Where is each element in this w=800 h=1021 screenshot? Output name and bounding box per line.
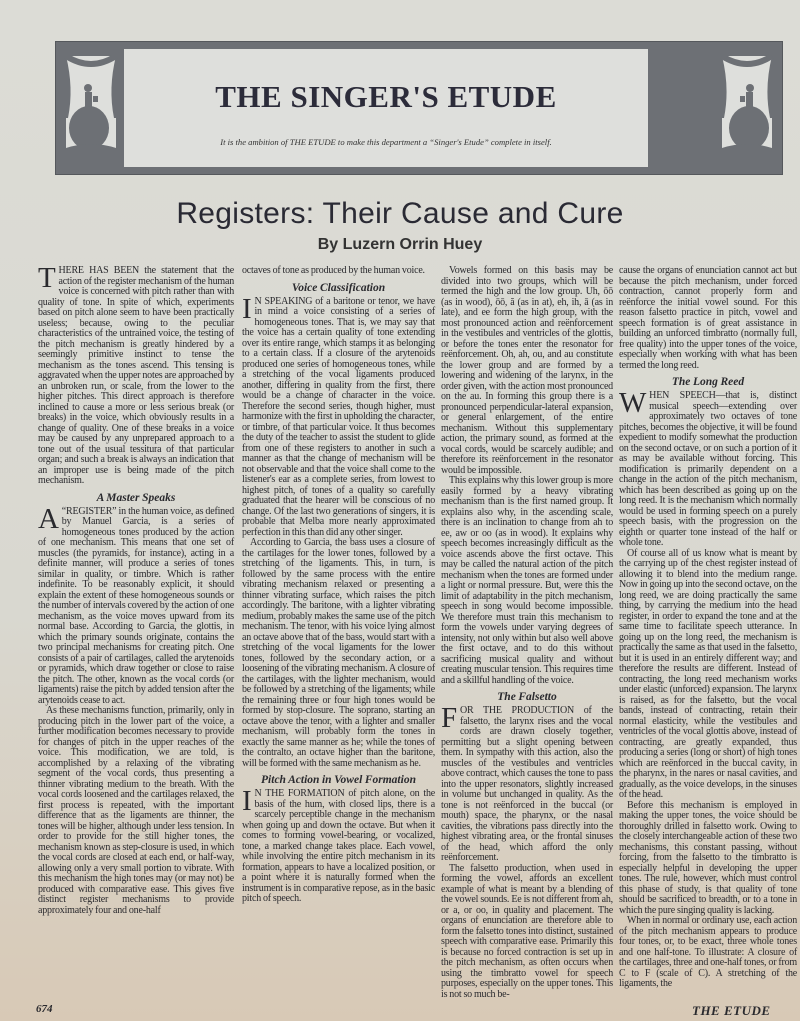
drop-cap: W bbox=[619, 387, 647, 419]
section-heading: Voice Classification bbox=[291, 281, 386, 294]
drop-cap: I bbox=[242, 785, 252, 817]
section-heading: A Master Speaks bbox=[96, 491, 176, 504]
department-title: THE SINGER'S ETUDE bbox=[215, 79, 557, 114]
article-column-3 bbox=[441, 266, 613, 1000]
paragraph bbox=[441, 476, 613, 686]
paragraph bbox=[242, 266, 435, 277]
section-heading: The Long Reed bbox=[671, 376, 745, 388]
drop-cap: T bbox=[38, 262, 56, 294]
drop-cap: F bbox=[441, 702, 457, 734]
paragraph bbox=[441, 266, 613, 476]
paragraph-text: HERE HAS BEEN the statement that the action of the register mechanism of the human voice is concerned with pitch rather than with quality of tone. In spite of which, experiments based on pitch alone seem to have been practically useless; because, owing to the peculiar characteristics of the untrained voice, the testing of the pitch mechanism is greatly hindered by a seemingly primitive instinct to tense the mechanism as the tones ascend. This tensing is aggravated when the upper notes are approached by an unbroken run, or scale, from the lower to the higher pitches. This direct approach is therefore inclined to cause a more or less serious break (or breaks) in the voice, which obviously results in a change of quality. One of these breaks in a voice may be caused by any unprepared approach to a tone out of the usual tessitura of that particular organ; and such a break is always an indication that an improper use is being made of the pitch mechanism. bbox=[38, 265, 234, 486]
paragraph-text: octaves of tone as produced by the human voice. bbox=[242, 265, 425, 276]
paragraph bbox=[38, 502, 234, 707]
section-heading: Pitch Action in Vowel Formation bbox=[261, 774, 416, 786]
paragraph-text: The falsetto production, when used in forming the vowel, affords an excellent example of what is meant by a blending of the vowel sounds. Ee is not different from ah, or a, or oo, in quality and placement. The organs of enunciation are therefore able to form the falsetto tones into distinct, sustained speech with comparative ease. Primarily this is because no forced contraction is set up in the pitch mechanism, as often occurs when using the timbratto vowel for speech purposes, especially on the upper tones. This is not so much be- bbox=[441, 862, 613, 1000]
paragraph bbox=[441, 864, 613, 1001]
paragraph bbox=[619, 801, 797, 917]
paragraph-text: Of course all of us know what is meant by the carrying up of the chest register instead of allowing it to blend into the medium range. Now in going up into the second octave, on the long reed, we are doing practically the same thing, by carrying the medium into the head register, in order to expand the tone and at the same time to facilitate speech utterance. In going up on the long reed, the mechanism is practically the same as that used in the falsetto, but it is used in an entirely different way; and therefore the results are different. Instead of contracting, the long reed mechanism works under elastic (unforced) expansion. The larynx is raised, as for the falsetto, but the vocal bands, instead of contracting, retain their normal elasticity, while the vestibules and ventricles of the vocal glottis above, instead of contracting, are greatly expanded, thus producing a series (long or short) of high tones which are reënforced in the buccal cavity, in the pharynx, in the nares or nasal cavities, and gradually, as the voice develops, in the sinuses of the head. bbox=[619, 547, 797, 800]
paragraph-text: This explains why this lower group is more easily formed by a heavy vibrating mechanism than is the first named group. It explains also why, in the ascending scale, there is an inclination to change from ah to ee, aw or oo (as in wood). It explains why speech becomes increasingly difficult as the voice ascends above the first octave. This may be called the natural action of the pitch mechanism when the tones are formed under a light or normal pressure. But, were this the limit of adaptability in the pitch mechanism, speech in song would become impossible. We therefore must train this mechanism to form the vowels under varying degrees of intensity, not only within but also well above the first octave, and to do this without sacrificing musical quality and without creating muscular tension. This requires time and a skillful handling of the voice. bbox=[441, 475, 613, 686]
department-subtitle: It is the ambition of THE ETUDE to make this department a “Singer's Etude” complete in itself. bbox=[220, 137, 552, 147]
paragraph bbox=[242, 538, 435, 769]
paragraph-text: N THE FORMATION of pitch alone, on the basis of the hum, with closed lips, there is a scarcely perceptible change in the mechanism when going up and down the octave. But when it comes to forming vowel-bearing, or vocalized, tone, a marked change takes place. Each vowel, while involving the entire pitch mechanism in its formation, appears to have a localized position, or a point where it is naturally formed when the instrument is in comparative repose, as in the basic pitch of speech. bbox=[242, 788, 435, 904]
paragraph-text: As these mechanisms function, primarily, only in producing pitch in the lower part of the voice, a further modification becomes necessary to provide for changes of pitch in the upper reaches of the voice. This modification, we are told, is accomplished by a relaxing of the vibrating segment of the vocal cords, thus presenting a thinner vibrating medium to the breath. With the vocal cords loosened and the cartilages relaxed, the first process is repeated, with the important difference that as the ligaments are thinner, the tones will be higher, although under less tension. In order to provide for the still higher tones, the mechanism known as step-closure is used, in which the vocal cords are closed at each end, or half-way, allowing only a very small portion to vibrate. With this mechanism the high tones may (or may not) be produced with comparative ease. This gives five distinct register mechanisms to provide approximately four and one-half bbox=[38, 705, 234, 916]
paragraph-text: Before this mechanism is employed in making the upper tones, the voice should be thoroughly drilled in falsetto work. Owing to the closely interchangeable action of these two mechanisms, this constant passing, without forcing, from the falsetto to the timbratto is especially helpful in developing the upper tones. The rule, however, which must control this phase of study, is that quality of tone should be sacrificed to breadth, or to a tone in which the pure singing quality is lacking. bbox=[619, 799, 797, 916]
singer-silhouette-icon bbox=[718, 48, 776, 168]
department-header-panel bbox=[124, 49, 648, 167]
paragraph-text: cause the organs of enunciation cannot act but because the pitch mechanism, under forced contraction, cannot properly form and reënforce the initial vowel sound. For this reason falsetto practice in pitch, vowel and speech formation is of great assistance in building an unforced timbratto (normally full, free quality) into the upper tones of the voice, especially when working with what has been termed the long reed. bbox=[619, 265, 797, 371]
paragraph bbox=[619, 387, 797, 549]
article-column-1 bbox=[38, 262, 234, 916]
page-number: 674 bbox=[36, 1003, 53, 1015]
paragraph bbox=[242, 292, 435, 539]
paragraph bbox=[619, 266, 797, 371]
paragraph bbox=[38, 262, 234, 487]
paragraph-text: When in normal or ordinary use, each action of the pitch mechanism appears to produce four tones, or, to be exact, three whole tones and one half-tone. To illustrate: A closure of the cartilages, three and one-half tones, or from C to F (scale of C). A stretching of the ligaments, the bbox=[619, 915, 797, 989]
paragraph-text: OR THE PRODUCTION of the falsetto, the larynx rises and the vocal cords are drawn closely together, permitting but a slight opening between them. In sympathy with this action, also the muscles of the vestibules and ventricles above contract, which causes the tone to pass into the upper resonators, slightly increased in volume but unchanged in quality. As the tone is not reënforced in the buccal (or mouth) space, the pharynx, or the nasal cavities, the vibrations pass directly into the highest vibrating area, or the frontal sinuses of the head, which afford the only reënforcement. bbox=[441, 705, 613, 863]
section-heading: The Falsetto bbox=[497, 691, 557, 703]
article-column-2 bbox=[242, 266, 435, 905]
paragraph-text: N SPEAKING of a baritone or tenor, we have in mind a voice consisting of a series of homogeneous tones. That is, we may say that the voice has a certain quality of tone extending over its entire range, which stamps it as belonging to a certain class. If a closure of the arytenoids produced one series of homogeneous tones, while a stretching of the vocal ligaments produced another, differing in quality from the first, there would be a change of character in the voice. Therefore the second series, though higher, must harmonize with the first in upholding the character, or timbre, of that particular voice. It thus becomes the duty of the teacher to assist the student to glide from one of these registers to another in such a manner as that the change of mechanism will be not observable and that the voice shall come to the listener's ear as a complete series, from lowest to highest pitch, of tones of a quality so carefully graduated that the hearer will be conscious of no change. Of the last two generations of singers, it is probable that Melba more nearly approximated perfection in this than did any other singer. bbox=[242, 295, 435, 538]
paragraph bbox=[38, 706, 234, 916]
paragraph-text: HEN SPEECH—that is, distinct musical speech—extending over approximately two octaves of tone pitches, becomes the objective, it will be found expedient to modify somewhat the production on the second octave, or on such a portion of it as may be available without forcing. This modification is primarily dependent on a change in the action of the pitch mechanism, which has been described as going up on the long reed. It is the mechanism which normally would be used in forming speech on a purely speech basis, with the progression on the eighth or quarter tone instead of the half or whole tone. bbox=[619, 390, 797, 548]
singer-silhouette-icon bbox=[62, 48, 120, 168]
paragraph-text: According to Garcia, the bass uses a closure of the cartilages for the lower tones, followed by a stretching of the ligaments. This, in turn, is followed by the same process with the entire vibrating mechanism relaxed or presenting a thinner vibrating surface, which raises the pitch accordingly. The baritone, with a lighter vibrating medium, probably makes the same use of the pitch mechanism. The tenor, with his voice lying almost an octave above that of the bass, would start with a stretching of the vocal ligaments for the lower tones, followed by the secondary action, or a loosening of the vibrating mechanism. A closure of the cartilages, with the lighter mechanism, would be followed by a stretching of the ligaments; while the remaining three or four high tones would be formed by stop-closure. The soprano, starting an octave above the tenor, with a lighter and smaller mechanism, will probably form the tones in exactly the same manner as he; while the tones of the contralto, an octave higher than the baritone, will be formed with the same mechanism as he. bbox=[242, 537, 435, 769]
paragraph bbox=[619, 916, 797, 990]
article-column-4 bbox=[619, 266, 797, 990]
drop-cap: I bbox=[242, 292, 252, 325]
department-banner bbox=[55, 41, 783, 175]
paragraph bbox=[619, 549, 797, 801]
magazine-name: THE ETUDE bbox=[692, 1003, 771, 1018]
drop-cap: A bbox=[38, 502, 59, 535]
paragraph-text: “REGISTER” in the human voice, as defined by Manuel Garcia, is a series of homogeneous tones produced by the action of one mechanism. This means that one set of muscles (the pyramids, for instance), acting in a definite manner, will produce a series of tones similar in quality, or timbre. Which is rather indefinite. To be reasonably explicit, it should explain the extent of these homogeneous sounds or the number of intervals covered by the action of one mechanism, as the voice moves upward from its normal base. According to Garcia, the glottis, in which the primary sounds originate, contains the two principal mechanisms for creating pitch. One consists of a pair of cartilages, called the arytenoids or pyramids, which draw together or close to raise the pitch. The other, known as the vocal cords (or ligaments) raise the pitch by added tension after the arytenoids cease to act. bbox=[38, 505, 234, 706]
article-byline: By Luzern Orrin Huey bbox=[317, 236, 483, 253]
paragraph-text: Vowels formed on this basis may be divided into two groups, which will be termed the high and the low group. Uh, ōō (as in wood), ōō, ă (as in at), eh, ih, ā (as in late), and ee form the high group, with the most pronounced action and reënforcement in the vestibules and ventricles of the glottis, or before the tones enter the resonator for reënforcement. Oh, ah, ou, and au constitute the lower group and are formed by a lowering and widening of the larynx, in the order given, with the action most pronounced on the au. In forming this group there is a pronounced perpendicular-lateral expansion, or general enlargement, of the entire mechanism. Without this supplementary action, the primary sound, as formed at the vocal cords, would be scarcely audible; and therefore its reënforcement in the resonator would be impossible. bbox=[441, 265, 613, 476]
paragraph bbox=[441, 702, 613, 864]
paragraph bbox=[242, 785, 435, 905]
article-title: Registers: Their Cause and Cure bbox=[176, 197, 624, 230]
